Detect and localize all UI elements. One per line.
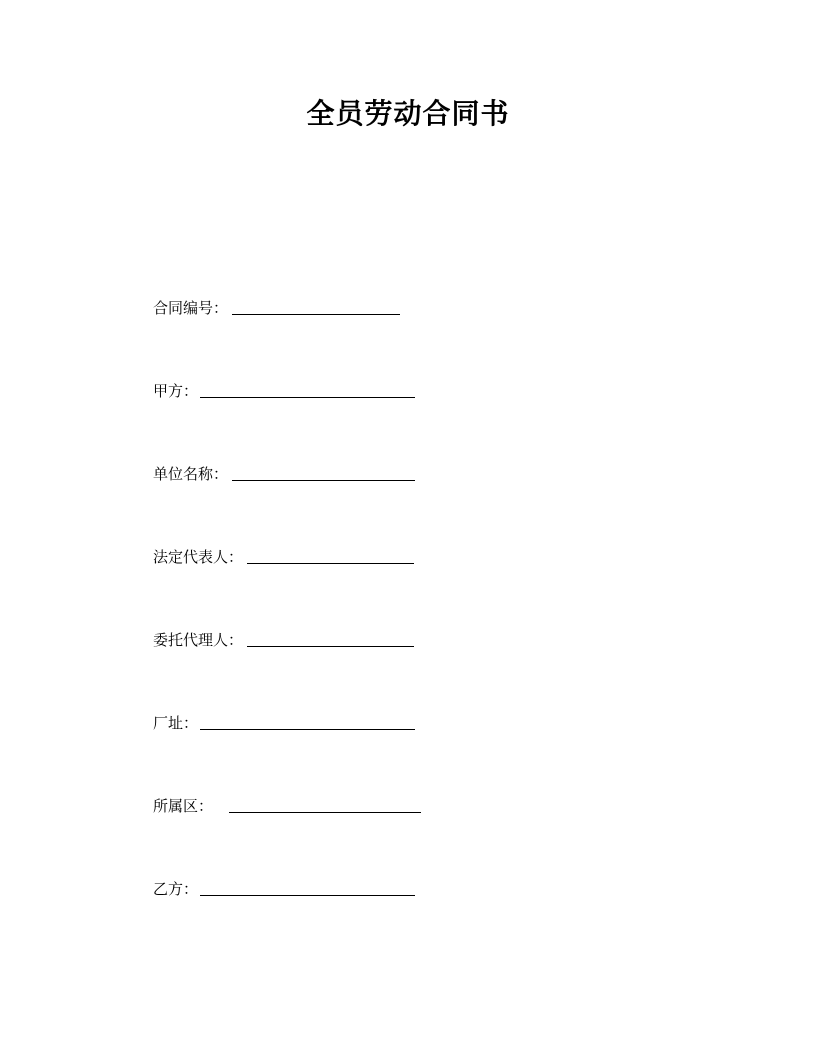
legal-representative-field — [153, 543, 414, 567]
unit-name-label: 单位名称： — [153, 465, 229, 483]
authorized-agent-label: 委托代理人： — [153, 631, 244, 649]
district-label: 所属区： — [153, 797, 214, 815]
factory-address-label: 厂址： — [153, 714, 199, 732]
contract-number-blank[interactable] — [232, 296, 400, 315]
party-a-blank[interactable] — [200, 379, 415, 398]
legal-representative-blank[interactable] — [247, 545, 414, 564]
party-b-label: 乙方： — [153, 880, 199, 898]
district-field — [153, 792, 421, 816]
unit-name-field — [153, 460, 415, 484]
contract-number-field — [153, 294, 400, 318]
factory-address-blank[interactable] — [200, 711, 415, 730]
legal-representative-label: 法定代表人： — [153, 548, 244, 566]
unit-name-blank[interactable] — [232, 462, 415, 481]
authorized-agent-field — [153, 626, 414, 650]
document-title: 全员劳动合同书 — [306, 97, 510, 130]
party-b-blank[interactable] — [200, 877, 415, 896]
contract-number-label: 合同编号： — [153, 299, 229, 317]
factory-address-field — [153, 709, 415, 733]
party-a-field — [153, 377, 415, 401]
party-a-label: 甲方： — [153, 382, 199, 400]
party-b-field — [153, 875, 415, 899]
district-blank[interactable] — [229, 794, 421, 813]
authorized-agent-blank[interactable] — [247, 628, 414, 647]
